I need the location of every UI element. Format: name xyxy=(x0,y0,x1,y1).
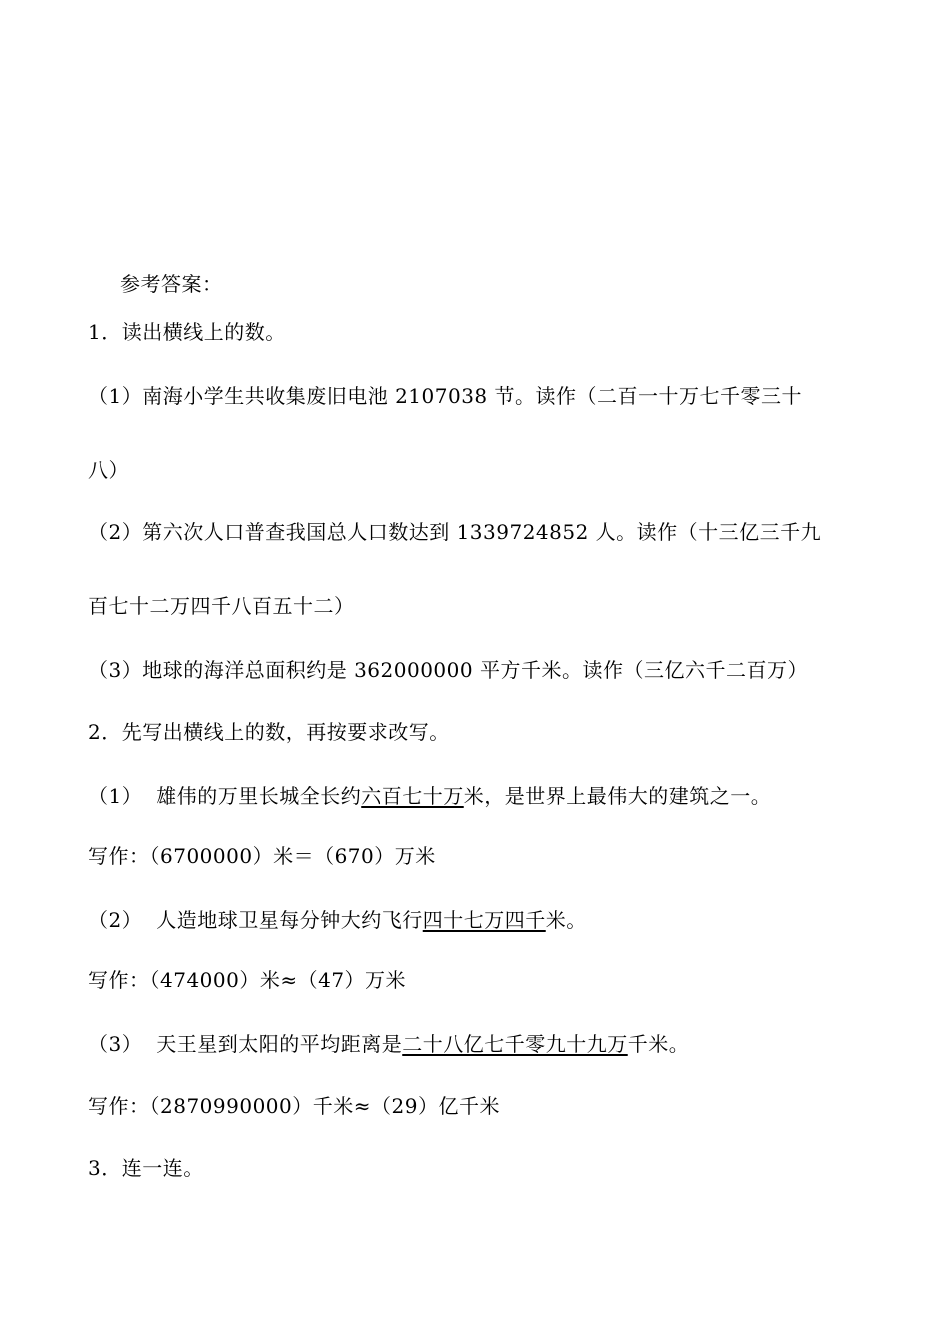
q2-item-1-answer: 写作：（6700000）米＝（670）万米 xyxy=(88,844,436,868)
q2-item-2-answer: 写作：（474000）米≈（47）万米 xyxy=(88,968,407,992)
q2-item-3 xyxy=(88,1030,689,1058)
q1-item-3: （3）地球的海洋总面积约是 362000000 平方千米。读作（三亿六千二百万） xyxy=(88,658,808,682)
q2-item-3-text-before: 天王星到太阳的平均距离是 xyxy=(156,1032,403,1056)
question-3-title: 3．连一连。 xyxy=(88,1156,204,1180)
q2-item-1-label: （1） xyxy=(88,784,143,808)
q2-item-3-label: （3） xyxy=(88,1032,143,1056)
q2-item-2-text-after: 米。 xyxy=(545,908,587,932)
answer-heading: 参考答案： xyxy=(120,272,223,296)
question-1-title: 1．读出横线上的数。 xyxy=(88,320,286,344)
q2-item-2-underlined-number: 四十七万四千 xyxy=(422,908,546,932)
q2-item-3-answer: 写作：（2870990000）千米≈（29）亿千米 xyxy=(88,1094,500,1118)
q1-item-1-line-1: （1）南海小学生共收集废旧电池 2107038 节。读作（二百一十万七千零三十 xyxy=(88,384,803,408)
q2-item-3-underlined-number: 二十八亿七千零九十九万 xyxy=(402,1032,628,1056)
q2-item-2 xyxy=(88,906,587,934)
q1-item-2-line-2: 百七十二万四千八百五十二） xyxy=(88,594,355,618)
q2-item-2-label: （2） xyxy=(88,908,143,932)
q2-item-2-text-before: 人造地球卫星每分钟大约飞行 xyxy=(156,908,423,932)
q2-item-1-underlined-number: 六百七十万 xyxy=(361,784,464,808)
q2-item-1-text-after: 米，是世界上最伟大的建筑之一。 xyxy=(463,784,772,808)
q2-item-1 xyxy=(88,782,771,810)
q1-item-1-line-2: 八） xyxy=(88,458,129,482)
q2-item-3-text-after: 千米。 xyxy=(627,1032,690,1056)
question-2-title: 2．先写出横线上的数，再按要求改写。 xyxy=(88,720,450,744)
q2-item-1-text-before: 雄伟的万里长城全长约 xyxy=(156,784,362,808)
q1-item-2-line-1: （2）第六次人口普查我国总人口数达到 1339724852 人。读作（十三亿三千九 xyxy=(88,520,822,544)
